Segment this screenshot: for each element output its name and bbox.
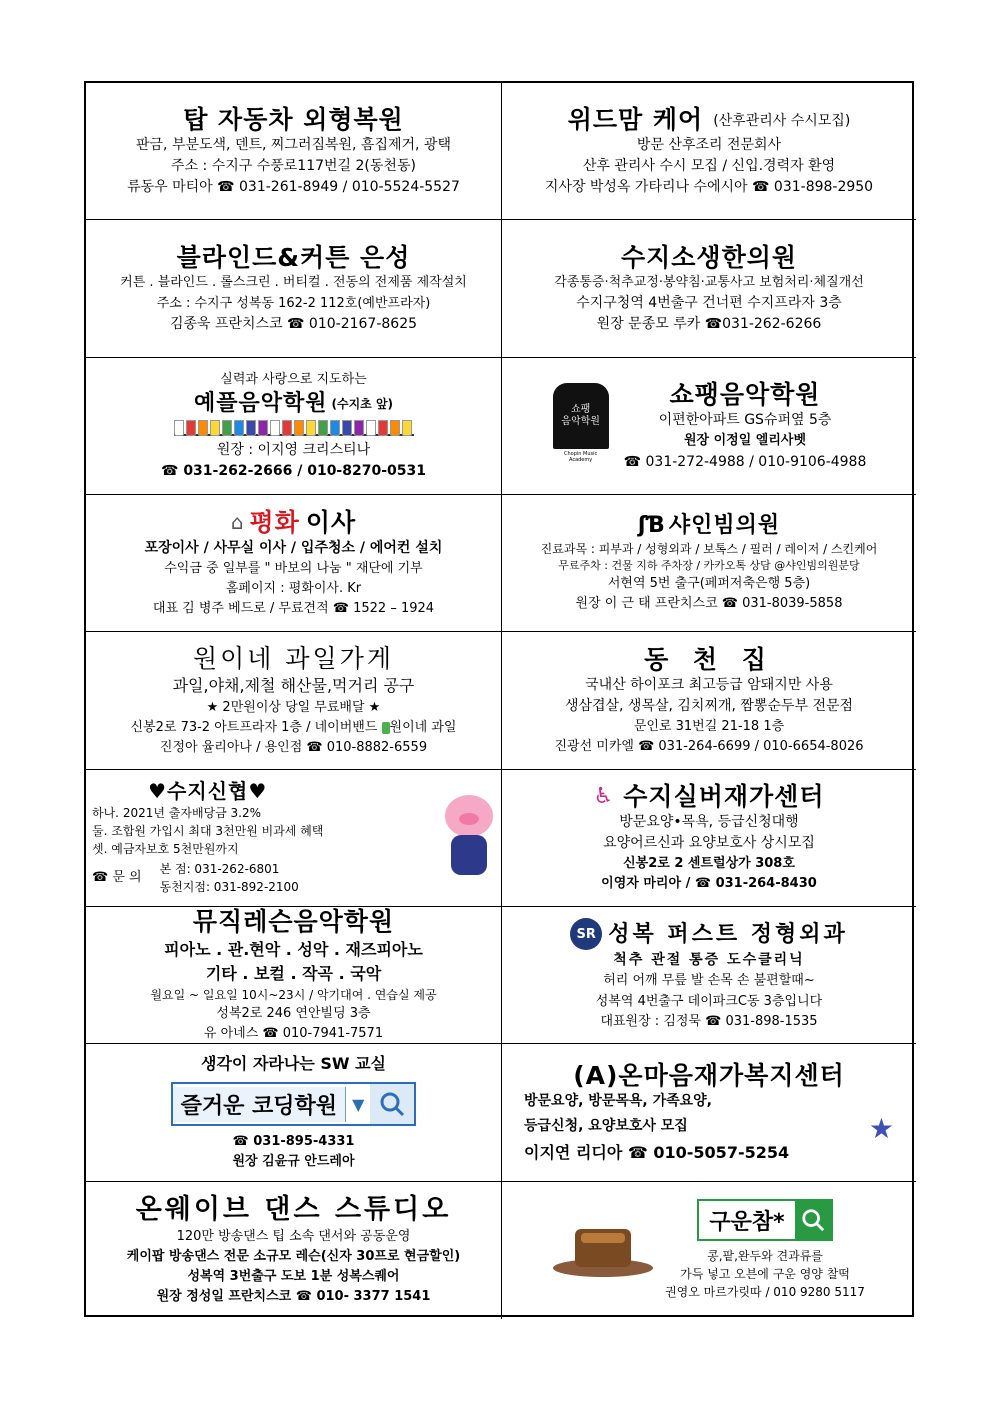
ad-line: 진광선 미카엘 ☎ 031-264-6699 / 010-6654-8026 xyxy=(554,739,864,755)
ad-title-note: (산후관리사 수시모집) xyxy=(713,112,851,129)
ad-grid xyxy=(84,81,914,1317)
ad-line: 성복역 4번출구 데이파크C동 3층입니다 xyxy=(595,993,823,1009)
ad-line: 무료주차 : 건물 지하 주차장 / 카카오톡 상담 @샤인빔의원분당 xyxy=(558,558,860,572)
ad-line: 대표 김 병주 베드로 / 무료견적 ☎ 1522 – 1924 xyxy=(152,601,435,617)
piano-key xyxy=(186,420,196,436)
logo-subtext: Chopin Music Academy xyxy=(563,450,598,463)
ad-line: 진료과목 : 피부과 / 성형외과 / 보톡스 / 필러 / 레이저 / 스킨케어 xyxy=(540,541,878,556)
ad-line: 등급신청, 요양보호사 모집 xyxy=(524,1118,688,1135)
ad-pyeonghwa-moving xyxy=(86,495,502,632)
piano-key xyxy=(354,420,364,436)
ad-line: 원장 : 이지영 크리스티나 xyxy=(216,441,371,458)
ad-line: 대표원장 : 김정묵 ☎ 031-898-1535 xyxy=(600,1013,818,1029)
ad-line: 방문요양, 방문목욕, 가족요양, xyxy=(524,1093,712,1110)
ad-line: 원장 문종모 루카 ☎031-262-6266 xyxy=(596,316,822,333)
ad-line: 케이팝 방송댄스 전문 소규모 레슨(신자 30프로 현금할인) xyxy=(126,1249,461,1265)
ad-line: 수지구청역 4번출구 건너편 수지프라자 3층 xyxy=(576,295,842,312)
ad-line: 셋. 예금자보호 5천만원까지 xyxy=(92,842,239,857)
ad-title: 성복 퍼스트 정형외과 xyxy=(608,921,848,947)
ad-line: ☎ 문 의 xyxy=(92,870,142,886)
ad-coding-academy xyxy=(86,1044,502,1181)
ad-line: 진정아 율리아나 / 용인점 ☎ 010-8882-6559 xyxy=(159,740,428,756)
ad-line: 주소 : 수지구 수풍로117번길 2(동천동) xyxy=(171,158,416,175)
ad-line: ☎ 031-272-4988 / 010-9106-4988 xyxy=(623,453,867,470)
piano-key xyxy=(246,420,256,436)
ad-line: 방문 산후조리 전문회사 xyxy=(636,137,782,154)
ad-line: 류동우 마티아 ☎ 031-261-8949 / 010-5524-5527 xyxy=(127,179,460,196)
ad-line: 수익금 중 일부를 " 바보의 나눔 " 재단에 기부 xyxy=(164,561,423,577)
ad-title-red: 평화 xyxy=(249,507,300,537)
ad-line: 국내산 하이포크 최고등급 암돼지만 사용 xyxy=(585,676,833,693)
piano-key xyxy=(234,420,244,436)
ad-line: 원장 이 근 태 프란치스코 ☎ 031-8039-5858 xyxy=(575,596,843,612)
ad-title: 온웨이브 댄스 스튜디오 xyxy=(135,1194,452,1226)
ad-tagline: 실력과 사랑으로 지도하는 xyxy=(220,372,367,387)
ad-suji-credit-union xyxy=(86,770,502,907)
shinebeam-logo-icon: ʃƁ xyxy=(637,513,665,539)
ad-line: 산후 관리사 수시 모집 / 신입.경력자 환영 xyxy=(582,158,836,175)
piano-key xyxy=(294,420,304,436)
ad-line: 피아노 . 관.현악 . 성악 . 재즈피아노 xyxy=(164,939,423,959)
ad-line: 서현역 5번 출구(페퍼저축은행 5층) xyxy=(607,576,811,591)
ad-line: 이영자 마리아 / ☎ 031-264-8430 xyxy=(601,876,817,892)
coding-search-box xyxy=(171,1082,417,1126)
chair-icon: ♿ xyxy=(593,784,614,810)
ad-music-lesson xyxy=(86,907,502,1044)
ad-line: 둘. 조합원 가입시 최대 3천만원 비과세 혜택 xyxy=(92,824,324,839)
ad-title: 수지실버재가센터 xyxy=(623,782,825,812)
ad-line: 허리 어깨 무릎 발 손목 손 불편할때~ xyxy=(603,973,815,989)
piano-key xyxy=(306,420,316,436)
ad-line: 척추 관절 통증 도수클리닉 xyxy=(613,952,805,969)
ad-line: 판금, 부분도색, 덴트, 찌그러짐복원, 흠집제거, 광택 xyxy=(136,137,451,154)
piano-key xyxy=(210,420,220,436)
house-icon: ⌂ xyxy=(230,510,244,535)
ad-title: 블라인드&커튼 은성 xyxy=(176,243,411,273)
ad-line: 120만 방송댄스 팁 소속 댄서와 공동운영 xyxy=(176,1228,411,1244)
piano-key xyxy=(378,420,388,436)
sr-logo-icon: SR xyxy=(570,918,602,950)
piano-key xyxy=(258,420,268,436)
ad-line: 문인로 31번길 21-18 1층 xyxy=(633,718,785,734)
piano-keys-image xyxy=(174,420,414,436)
ad-line: ★ 2만원이상 당일 무료배달 ★ xyxy=(206,699,381,715)
ad-line: 성복역 3번출구 도보 1분 성복스퀘어 xyxy=(187,1269,400,1285)
ad-suji-clinic xyxy=(502,220,916,357)
ad-seongbok-first-ortho xyxy=(502,907,916,1044)
ad-line: 본 점: 031-262-6801 xyxy=(159,862,280,877)
ad-chopin-music xyxy=(502,358,916,495)
piano-key xyxy=(198,420,208,436)
ad-dongcheon-jip xyxy=(502,632,916,769)
ad-line: 지사장 박성옥 가타리나 수에시아 ☎ 031-898-2950 xyxy=(544,179,874,196)
ad-line: 유 아네스 ☎ 010-7941-7571 xyxy=(203,1025,384,1041)
ad-line: 원이네 과일 xyxy=(389,720,457,736)
ad-line: 커튼 . 블라인드 . 롤스크린 . 버티컬 . 전동의 전제품 제작설치 xyxy=(120,275,467,291)
ad-wonine-fruit xyxy=(86,632,502,769)
ad-title: 쇼팽음악학원 xyxy=(669,380,821,410)
ad-line: ☎ 031-895-4331 xyxy=(232,1134,355,1150)
ad-line: 원장 이정일 엘리사벳 xyxy=(683,433,807,449)
rice-cake-image xyxy=(553,1215,653,1285)
guuncham-search-box xyxy=(697,1199,832,1241)
ad-line: 포장이사 / 사무실 이사 / 입주청소 / 에어컨 설치 xyxy=(144,540,443,557)
piano-key xyxy=(402,420,412,436)
ad-line: 콩,팥,완두와 견과류를 xyxy=(707,1249,823,1264)
ad-title: 예플음악학원 xyxy=(193,391,328,417)
ad-line: 하나. 2021년 출자배당금 3.2% xyxy=(92,806,262,821)
ad-line: 신봉2로 2 센트럴상가 308호 xyxy=(623,856,795,872)
piano-key xyxy=(390,420,400,436)
pig-mascot-image xyxy=(439,795,495,881)
ad-line: 기타 . 보컬 . 작곡 . 국악 xyxy=(205,963,382,983)
piano-key xyxy=(366,420,376,436)
ad-line: 이편한아파트 GS슈퍼옆 5층 xyxy=(658,412,832,429)
piano-key xyxy=(342,420,352,436)
ad-line: ☎ 031-262-2666 / 010-8270-0531 xyxy=(161,462,426,479)
ad-title: (A)온마음재가복지센터 xyxy=(573,1060,845,1090)
ad-title: 이사 xyxy=(305,507,357,537)
piano-key xyxy=(282,420,292,436)
ad-withmom xyxy=(502,83,916,220)
ad-title: 수지소생한의원 xyxy=(620,242,798,272)
search-icon xyxy=(370,1084,414,1124)
ad-line: 원장 정성일 프란치스코 ☎ 010- 3377 1541 xyxy=(156,1289,431,1305)
ad-line: 신봉2로 73-2 아트프라자 1층 / 네이버밴드 xyxy=(130,720,378,736)
piano-key xyxy=(174,420,184,436)
ad-line: 요양어르신과 요양보호사 상시모집 xyxy=(603,835,815,852)
ad-guuncham xyxy=(502,1182,916,1319)
ad-shinebeam-clinic xyxy=(502,495,916,632)
ad-top-auto xyxy=(86,83,502,220)
ad-title: 탑 자동차 외형복원 xyxy=(183,105,404,135)
ad-line: 동천지점: 031-892-2100 xyxy=(159,880,299,895)
ad-title-note: (수지초 앞) xyxy=(331,396,394,411)
search-text: 즐거운 코딩학원 xyxy=(173,1087,346,1122)
ad-title: 샤인빔의원 xyxy=(668,513,781,538)
ad-blind-curtain xyxy=(86,220,502,357)
ad-title: ♥수지신협♥ xyxy=(148,779,268,804)
ad-title: 원이네 과일가게 xyxy=(193,643,394,673)
search-icon xyxy=(795,1201,831,1239)
ad-line: 권영오 마르가릿따 / 010 9280 5117 xyxy=(665,1285,865,1300)
logo-text: 음악학원 xyxy=(561,415,600,427)
ad-line: 월요일 ~ 일요일 10시~23시 / 악기대여 . 연습실 제공 xyxy=(150,987,437,1002)
ad-title: 위드맘 케어 xyxy=(567,105,704,135)
ad-onmaeum-welfare xyxy=(502,1044,916,1181)
ad-title: 동 천 집 xyxy=(644,644,774,674)
logo-text: 쇼팽 xyxy=(570,403,591,415)
ad-title: 뮤직레슨음악학원 xyxy=(192,907,395,937)
ad-line: 홈페이지 : 평화이사. Kr xyxy=(225,581,362,597)
dropdown-arrow-icon: ▼ xyxy=(352,1094,365,1114)
ad-line: 과일,야채,제철 해산물,먹거리 공구 xyxy=(172,675,415,695)
ad-suji-silver-center xyxy=(502,770,916,907)
ad-line: 주소 : 수지구 성복동 162-2 112호(예반프라자) xyxy=(156,295,431,311)
search-text: 구운참* xyxy=(709,1209,785,1235)
ad-line: 각종통증·척추교정·봉약침·교통사고 보험처리·체질개선 xyxy=(554,275,864,291)
piano-logo xyxy=(552,383,610,469)
ad-line: 생삼겹살, 생목살, 김치찌개, 짬뽕순두부 전문점 xyxy=(564,697,854,714)
piano-key xyxy=(330,420,340,436)
ad-onwave-dance xyxy=(86,1182,502,1319)
ad-line: 이지연 리디아 ☎ 010-5057-5254 xyxy=(524,1143,790,1163)
ad-tagline: 생각이 자라나는 SW 교실 xyxy=(201,1054,386,1074)
piano-key xyxy=(318,420,328,436)
ad-line: 방문요양•목욕, 등급신청대행 xyxy=(619,814,799,831)
star-heart-logo-icon: ★ xyxy=(868,1111,894,1145)
piano-key xyxy=(270,420,280,436)
ad-line: 김종욱 프란치스코 ☎ 010-2167-8625 xyxy=(169,315,418,332)
ad-line: 원장 김윤규 안드레아 xyxy=(232,1154,355,1170)
ad-line: 성복2로 246 연안빌딩 3층 xyxy=(216,1005,371,1021)
band-icon xyxy=(382,722,390,734)
ad-yepeul-music xyxy=(86,358,502,495)
ad-line: 가득 넣고 오븐에 구운 영양 찰떡 xyxy=(680,1267,850,1282)
piano-key xyxy=(222,420,232,436)
